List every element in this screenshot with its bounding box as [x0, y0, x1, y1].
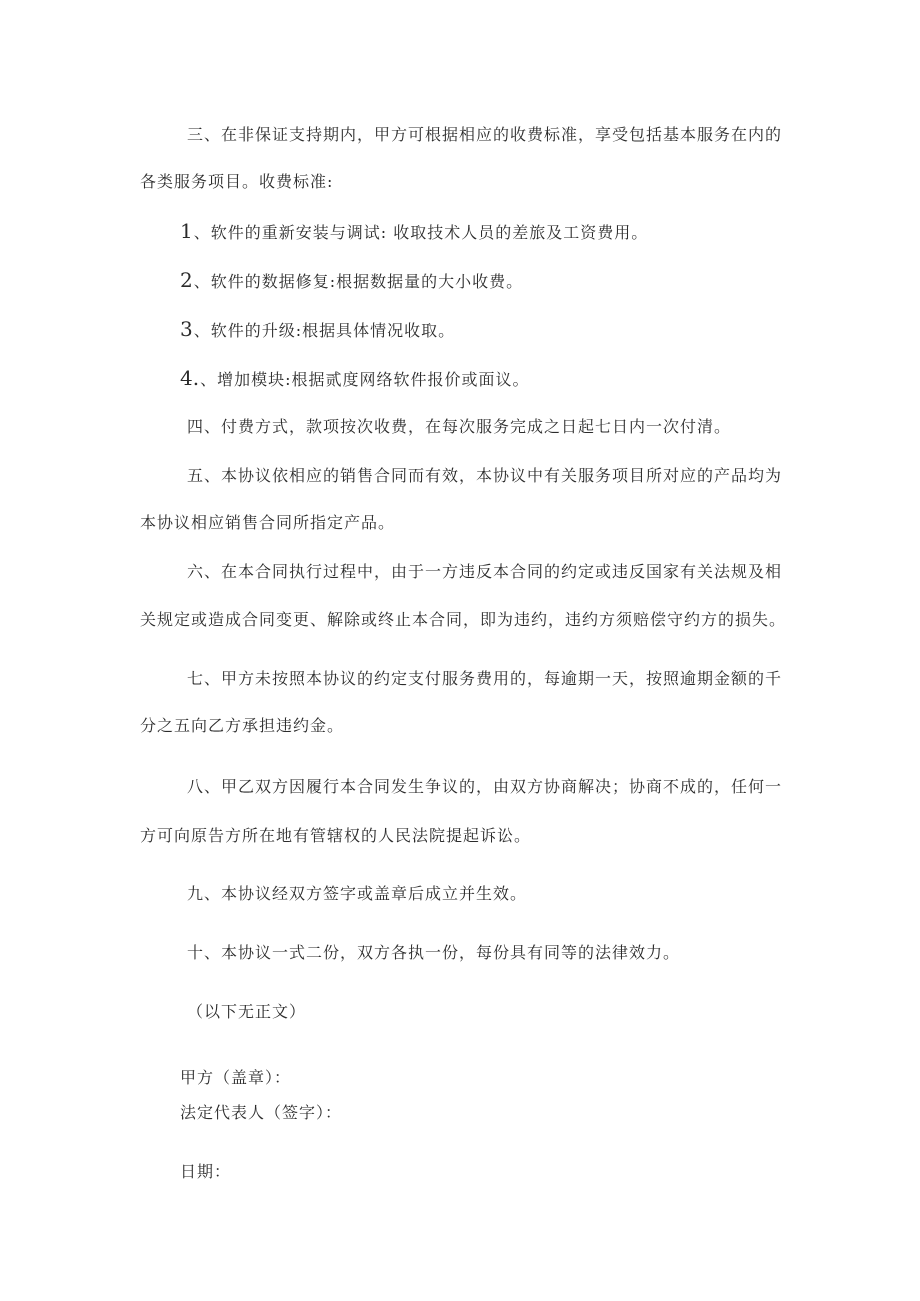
clause-6-line-2: 关规定或造成合同变更、解除或终止本合同，即为违约，违约方须赔偿守约方的损失。 [140, 610, 787, 629]
clause-6-line-1: 六、在本合同执行过程中，由于一方违反本合同的约定或违反国家有关法规及相 [187, 562, 783, 581]
fee-item-3 [180, 319, 455, 341]
clause-3-line-1: 三、在非保证支持期内，甲方可根据相应的收费标准，享受包括基本服务在内的 [187, 125, 783, 144]
party-a-seal-label: 甲方（盖章）： [180, 1068, 292, 1087]
clause-7-line-2: 分之五向乙方承担违约金。 [140, 716, 345, 735]
fee-item-number: 2 [180, 268, 193, 292]
fee-item-number: 1 [180, 219, 193, 243]
fee-item-2 [180, 270, 523, 292]
fee-item-text: 、增加模块:根据贰度网络软件报价或面议。 [200, 370, 530, 389]
clause-3-line-2: 各类服务项目。收费标准: [140, 172, 334, 191]
clause-5-line-2: 本协议相应销售合同所指定产品。 [140, 513, 396, 532]
clause-9: 九、本协议经双方签字或盖章后成立并生效。 [187, 884, 528, 903]
fee-item-1 [180, 221, 648, 243]
fee-item-number: 3 [180, 317, 193, 341]
fee-item-text: 、软件的重新安装与调试: 收取技术人员的差旅及工资费用。 [193, 223, 649, 242]
fee-item-4 [180, 368, 530, 390]
fee-item-text: 、软件的数据修复:根据数据量的大小收费。 [193, 272, 524, 291]
clause-8-line-1: 八、甲乙双方因履行本合同发生争议的，由双方协商解决；协商不成的，任何一 [187, 777, 783, 796]
clause-4: 四、付费方式，款项按次收费，在每次服务完成之日起七日内一次付清。 [187, 417, 732, 436]
no-text-below-note: （以下无正文） [187, 1002, 307, 1021]
clause-8-line-2: 方可向原告方所在地有管辖权的人民法院提起诉讼。 [140, 826, 532, 845]
legal-representative-label: 法定代表人（签字）： [180, 1103, 343, 1122]
fee-item-number: 4. [180, 366, 200, 390]
date-label: 日期： [180, 1162, 232, 1181]
clause-5-line-1: 五、本协议依相应的销售合同而有效，本协议中有关服务项目所对应的产品均为 [187, 466, 783, 485]
clause-7-line-1: 七、甲方未按照本协议的约定支付服务费用的，每逾期一天，按照逾期金额的千 [187, 669, 783, 688]
fee-item-text: 、软件的升级:根据具体情况收取。 [193, 321, 456, 340]
clause-10: 十、本协议一式二份，双方各执一份，每份具有同等的法律效力。 [187, 943, 681, 962]
